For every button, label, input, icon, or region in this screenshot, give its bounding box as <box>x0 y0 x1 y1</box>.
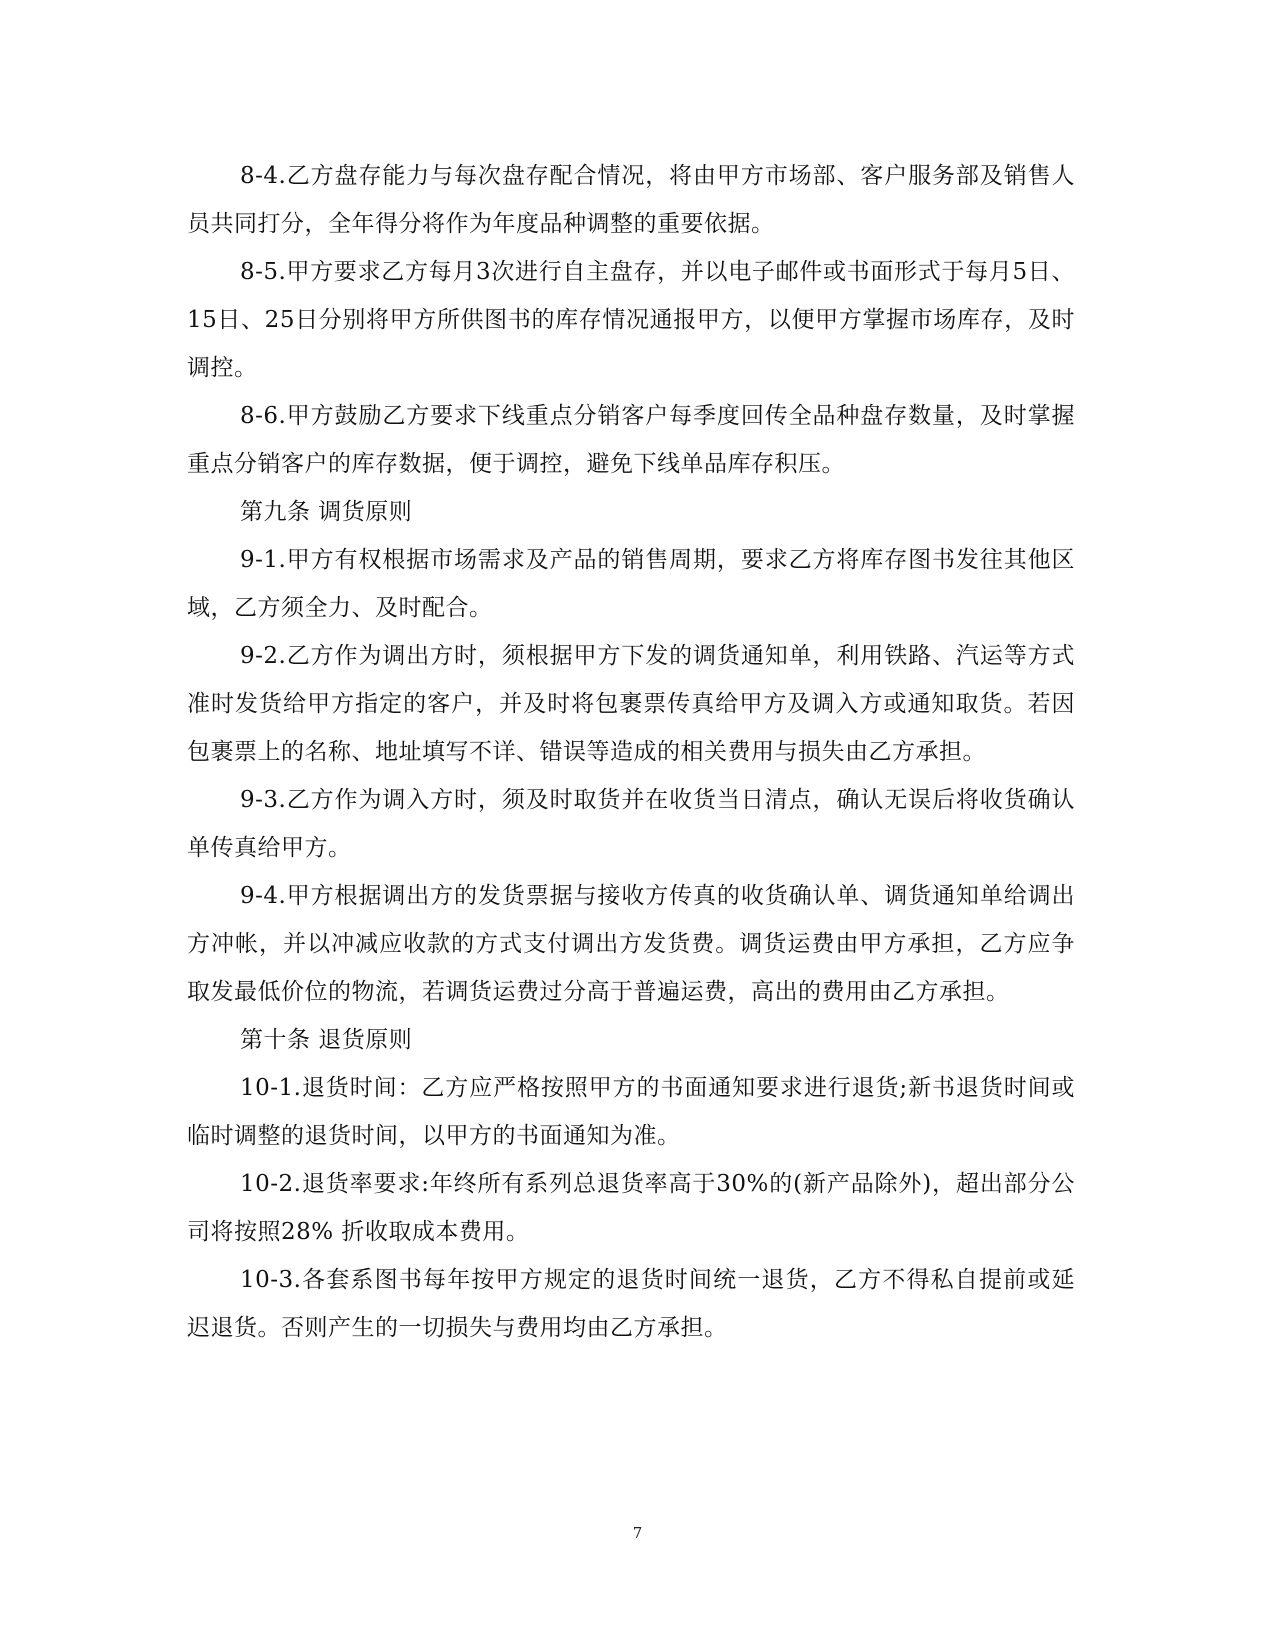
paragraph-9-4: 9-4.甲方根据调出方的发货票据与接收方传真的收货确认单、调货通知单给调出方冲帐，并以冲减应收款的方式支付调出方发货费。调货运费由甲方承担，乙方应争取发最低价位的物流，若调货运费过分高于普遍运费，高出的费用由乙方承担。 <box>187 883 1075 1005</box>
paragraph-9-2: 9-2.乙方作为调出方时，须根据甲方下发的调货通知单，利用铁路、汽运等方式准时发货给甲方指定的客户，并及时将包裹票传真给甲方及调入方或通知取货。若因包裹票上的名称、地址填写不详、错误等造成的相关费用与损失由乙方承担。 <box>187 643 1075 765</box>
paragraph-8-6: 8-6.甲方鼓励乙方要求下线重点分销客户每季度回传全品种盘存数量，及时掌握重点分销客户的库存数据，便于调控，避免下线单品库存积压。 <box>187 403 1075 477</box>
paragraph-10-1: 10-1.退货时间：乙方应严格按照甲方的书面通知要求进行退货;新书退货时间或临时调整的退货时间，以甲方的书面通知为准。 <box>187 1075 1075 1149</box>
page-number: 7 <box>632 1524 643 1542</box>
paragraph-8-5: 8-5.甲方要求乙方每月3次进行自主盘存，并以电子邮件或书面形式于每月5日、15日、25日分别将甲方所供图书的库存情况通报甲方，以便甲方掌握市场库存，及时调控。 <box>187 259 1075 381</box>
paragraph-10-3: 10-3.各套系图书每年按甲方规定的退货时间统一退货，乙方不得私自提前或延迟退货。否则产生的一切损失与费用均由乙方承担。 <box>187 1267 1075 1341</box>
document-body <box>187 152 1075 1352</box>
section-heading-article-9: 第九条 调货原则 <box>240 499 413 525</box>
paragraph-8-4: 8-4.乙方盘存能力与每次盘存配合情况，将由甲方市场部、客户服务部及销售人员共同打分，全年得分将作为年度品种调整的重要依据。 <box>187 163 1075 237</box>
paragraph-9-3: 9-3.乙方作为调入方时，须及时取货并在收货当日清点，确认无误后将收货确认单传真给甲方。 <box>187 787 1075 861</box>
paragraph-10-2: 10-2.退货率要求:年终所有系列总退货率高于30%的(新产品除外)，超出部分公司将按照28% 折收取成本费用。 <box>187 1171 1075 1245</box>
paragraph-9-1: 9-1.甲方有权根据市场需求及产品的销售周期，要求乙方将库存图书发往其他区域，乙方须全力、及时配合。 <box>187 547 1075 621</box>
section-heading-article-10: 第十条 退货原则 <box>240 1027 413 1053</box>
